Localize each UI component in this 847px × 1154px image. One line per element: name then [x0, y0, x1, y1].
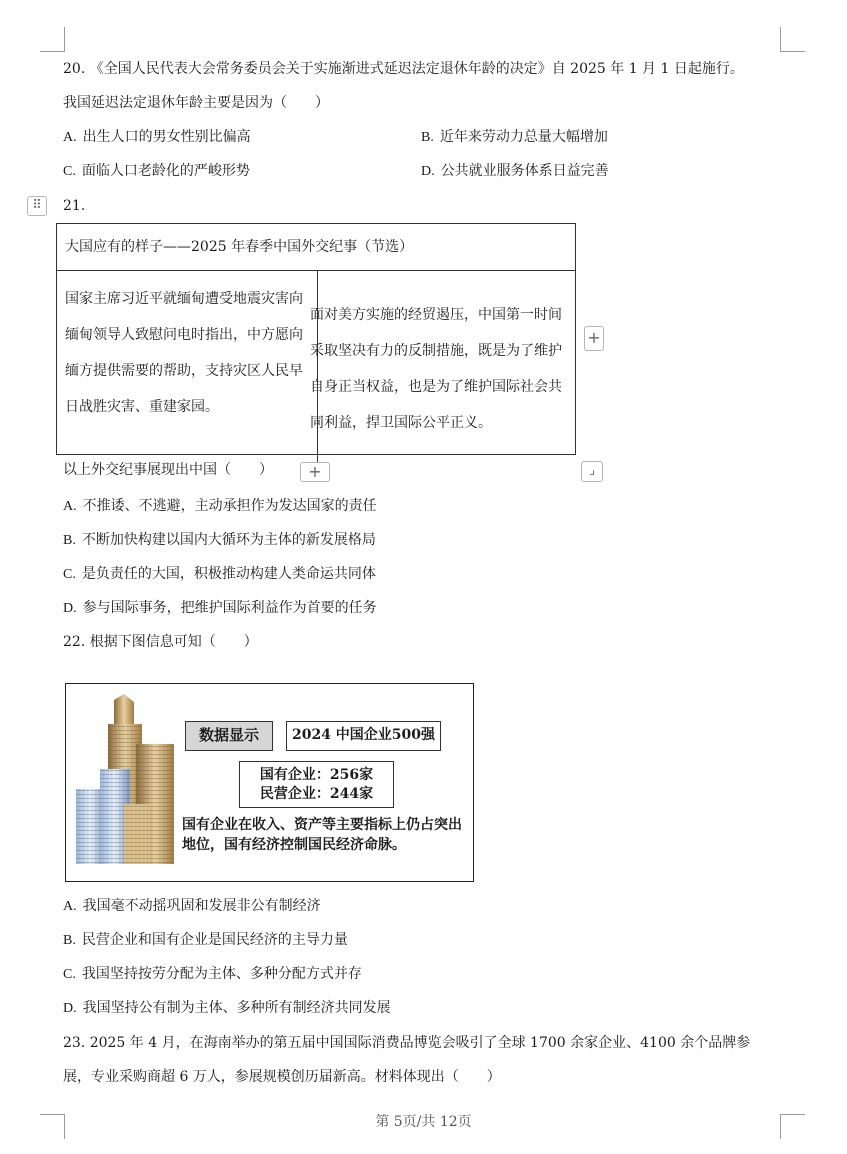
figure-note: 国有企业在收入、资产等主要指标上仍占突出地位，国有经济控制国民经济命脉。: [182, 817, 462, 853]
data-display-label: 数据显示: [185, 721, 273, 751]
corner-mark-top-right: [780, 27, 805, 52]
q21-table-title: 大国应有的样子——2025 年春季中国外交纪事（节选）: [57, 224, 575, 271]
q22-option-a: A. 我国毫不动摇巩固和发展非公有制经济: [63, 898, 321, 914]
q21-option-a: A. 不推诿、不逃避，主动承担作为发达国家的责任: [63, 498, 377, 514]
q20-stem-line1: 20. 《全国人民代表大会常务委员会关于实施渐进式延迟法定退休年龄的决定》自 2025 年 1 月 1 日起施行。: [63, 61, 744, 77]
q20-option-b: B. 近年来劳动力总量大幅增加: [421, 129, 608, 145]
private-count: 民营企业：244家: [259, 786, 374, 802]
q22-stem: 22. 根据下图信息可知（ ）: [63, 634, 258, 650]
q22-option-b: B. 民营企业和国有企业是国民经济的主导力量: [63, 932, 348, 948]
q21-stem: 以上外交纪事展现出中国（ ）: [63, 462, 273, 478]
add-column-plus-icon[interactable]: +: [584, 326, 604, 351]
table-resize-icon[interactable]: ⌟: [581, 461, 603, 482]
enterprise-stats-box: [239, 761, 394, 808]
q22-figure: [65, 683, 474, 882]
q20-option-d: D. 公共就业服务体系日益完善: [421, 163, 609, 179]
drag-handle-icon[interactable]: ⠿: [27, 196, 47, 216]
q22-option-d: D. 我国坚持公有制为主体、多种所有制经济共同发展: [63, 1000, 391, 1016]
corner-mark-top-left: [40, 27, 65, 52]
skyscrapers-illustration: [74, 694, 186, 864]
q23-stem-line1: 23. 2025 年 4 月，在海南举办的第五届中国国际消费品博览会吸引了全球 1700 余家企业、4100 余个品牌参: [63, 1035, 751, 1051]
q21-option-c: C. 是负责任的大国，积极推动构建人类命运共同体: [63, 566, 376, 582]
q23-stem-line2: 展，专业采购商超 6 万人，参展规模创历届新高。材料体现出（ ）: [63, 1069, 501, 1085]
state-owned-count: 国有企业：256家: [259, 767, 374, 783]
q20-option-c: C. 面临人口老龄化的严峻形势: [63, 163, 250, 179]
q22-option-c: C. 我国坚持按劳分配为主体、多种分配方式并存: [63, 966, 362, 982]
top500-title-label: 2024 中国企业500强: [286, 721, 441, 751]
q21-cell-right: 面对美方实施的经贸遏压，中国第一时间采取坚决有力的反制措施，既是为了维护自身正当权益，也是为了维护国际社会共同利益，捍卫国际公平正义。: [310, 307, 562, 431]
q21-number: 21.: [63, 198, 86, 214]
q21-cell-left: 国家主席习近平就缅甸遭受地震灾害向缅甸领导人致慰问电时指出，中方愿向缅方提供需要的帮助，支持灾区人民早日战胜灾害、重建家园。: [57, 271, 318, 464]
q20-option-a: A. 出生人口的男女性别比偏高: [63, 129, 251, 145]
q20-stem-line2: 我国延迟法定退休年龄主要是因为（ ）: [63, 95, 329, 111]
page-footer: 第 5页/共 12页: [375, 1114, 472, 1130]
add-row-plus-icon[interactable]: +: [300, 462, 330, 482]
q21-table: [56, 223, 576, 455]
q21-option-d: D. 参与国际事务，把维护国际利益作为首要的任务: [63, 600, 377, 616]
q21-option-b: B. 不断加快构建以国内大循环为主体的新发展格局: [63, 532, 376, 548]
